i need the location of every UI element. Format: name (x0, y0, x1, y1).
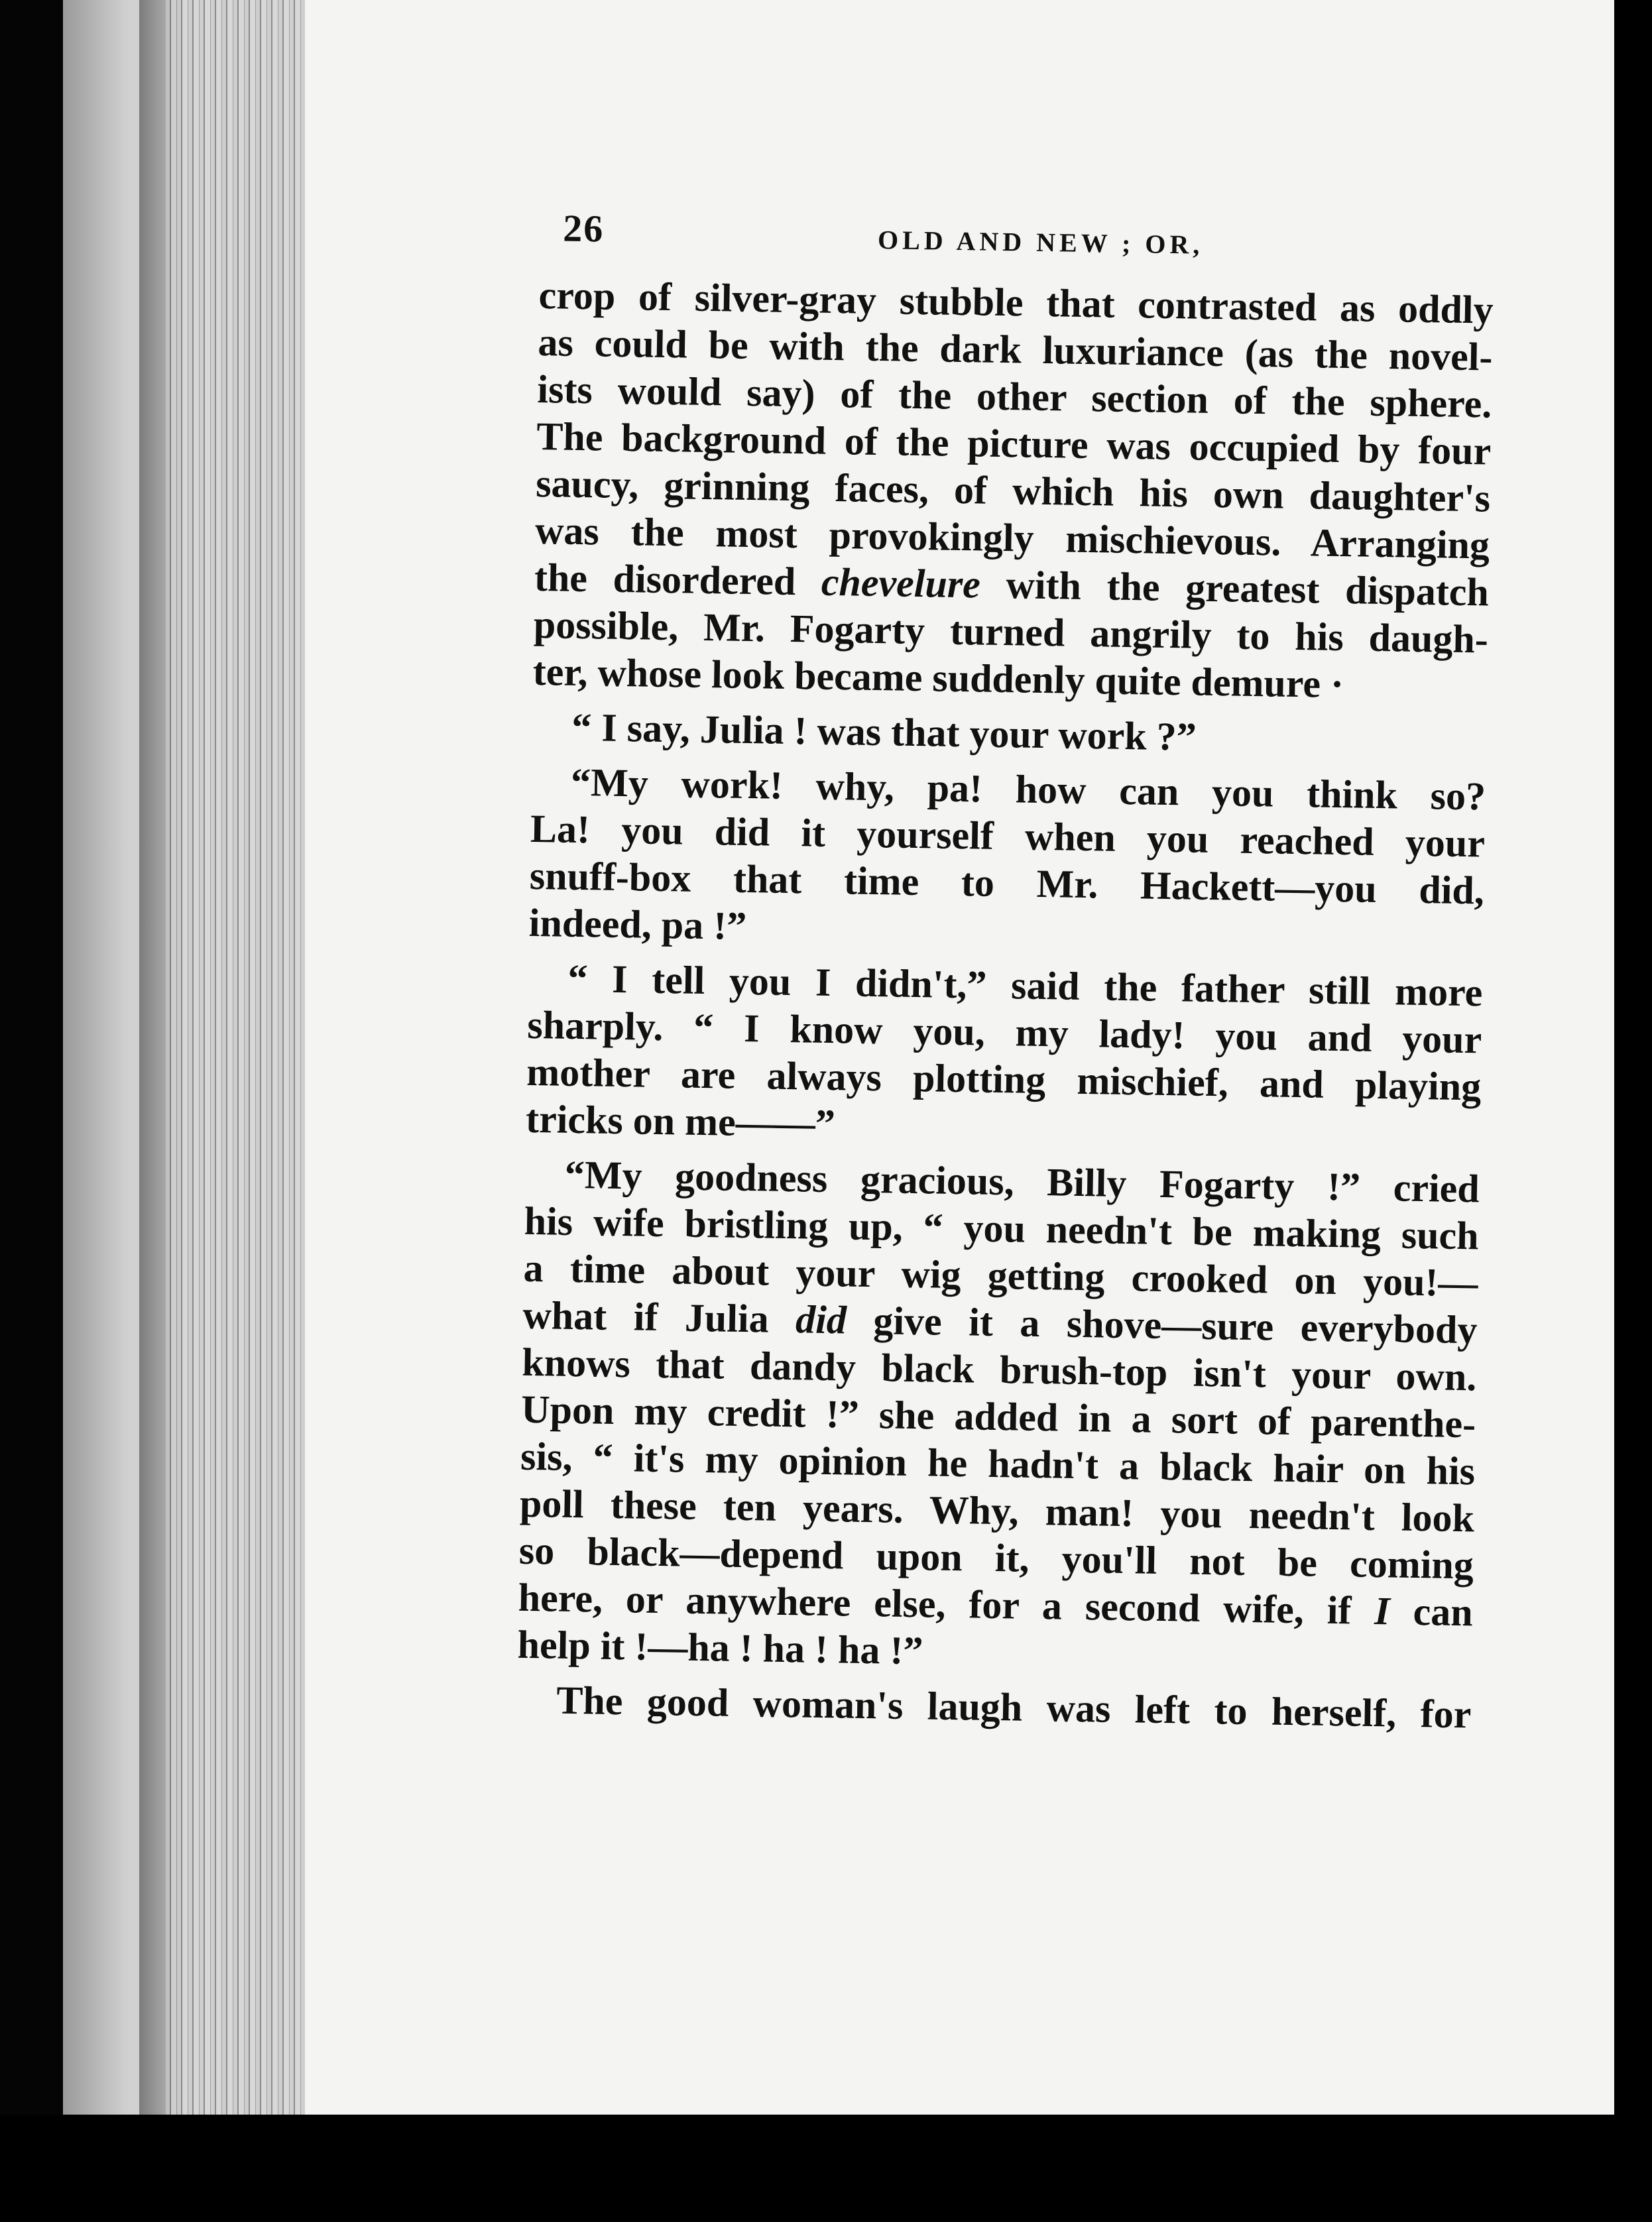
text-line: ter, whose look became suddenly quite demure · (532, 649, 1344, 707)
text-line: The background of the picture was occupied by four (536, 414, 1492, 473)
body-text (516, 272, 1494, 1738)
text-line: sis, “ it's my opinion he hadn't a black hair on his (520, 1434, 1476, 1493)
page-number: 26 (562, 206, 605, 251)
text-line: tricks on me——” (525, 1096, 836, 1146)
text-line: knows that dandy black brush-top isn't your own. (521, 1340, 1477, 1399)
text-line: Upon my credit !” she added in a sort of parenthe- (520, 1387, 1476, 1446)
scan-border-right (1614, 0, 1652, 2222)
text-line: the disordered chevelure with the greatest dispatch (534, 555, 1490, 614)
text-line: poll these ten years. Why, man! you needn't look (519, 1481, 1475, 1541)
text-line: mother are always plotting mischief, and playing (526, 1049, 1482, 1109)
page-content (516, 199, 1495, 1738)
text-line: “ I tell you I didn't,” said the father still more (567, 956, 1483, 1015)
text-line: help it !—ha ! ha ! ha !” (517, 1622, 923, 1673)
text-line: so black—depend upon it, you'll not be coming (518, 1528, 1474, 1588)
text-line: “My work! why, pa! how can you think so? (570, 760, 1486, 819)
text-line: as could be with the dark luxuriance (as the novel- (538, 320, 1493, 379)
text-line: was the most provokingly mischievous. Arranging (534, 508, 1490, 567)
text-line: possible, Mr. Fogarty turned angrily to his daugh- (533, 602, 1489, 662)
text-line: La! you did it yourself when you reached your (530, 806, 1486, 866)
text-line: sharply. “ I know you, my lady! you and your (526, 1002, 1482, 1062)
text-line: The good woman's laugh was left to herself, for (556, 1678, 1472, 1737)
binding-gutter (166, 0, 305, 2115)
text-line: ists would say) of the other section of the sphere. (536, 367, 1492, 426)
text-line: saucy, grinning faces, of which his own daughter's (535, 461, 1491, 520)
text-line: “My goodness gracious, Billy Fogarty !” cried (564, 1152, 1480, 1211)
text-line: crop of silver-gray stubble that contrasted as oddly (538, 272, 1494, 332)
running-head: OLD AND NEW ; OR, (877, 225, 1204, 260)
scan-border-bottom (0, 2115, 1652, 2222)
text-line: a time about your wig getting crooked on you!— (523, 1246, 1479, 1305)
text-line: here, or anywhere else, for a second wife, if I can (518, 1575, 1474, 1635)
text-line: “ I say, Julia ! was that your work ?” (571, 705, 1197, 759)
page-header (539, 199, 1495, 287)
text-line: indeed, pa !” (528, 900, 747, 949)
text-line: his wife bristling up, “ you needn't be making such (524, 1199, 1480, 1258)
text-line: what if Julia did give it a shove—sure everybody (522, 1293, 1478, 1352)
text-line: snuff-box that time to Mr. Hackett—you did, (529, 853, 1485, 913)
